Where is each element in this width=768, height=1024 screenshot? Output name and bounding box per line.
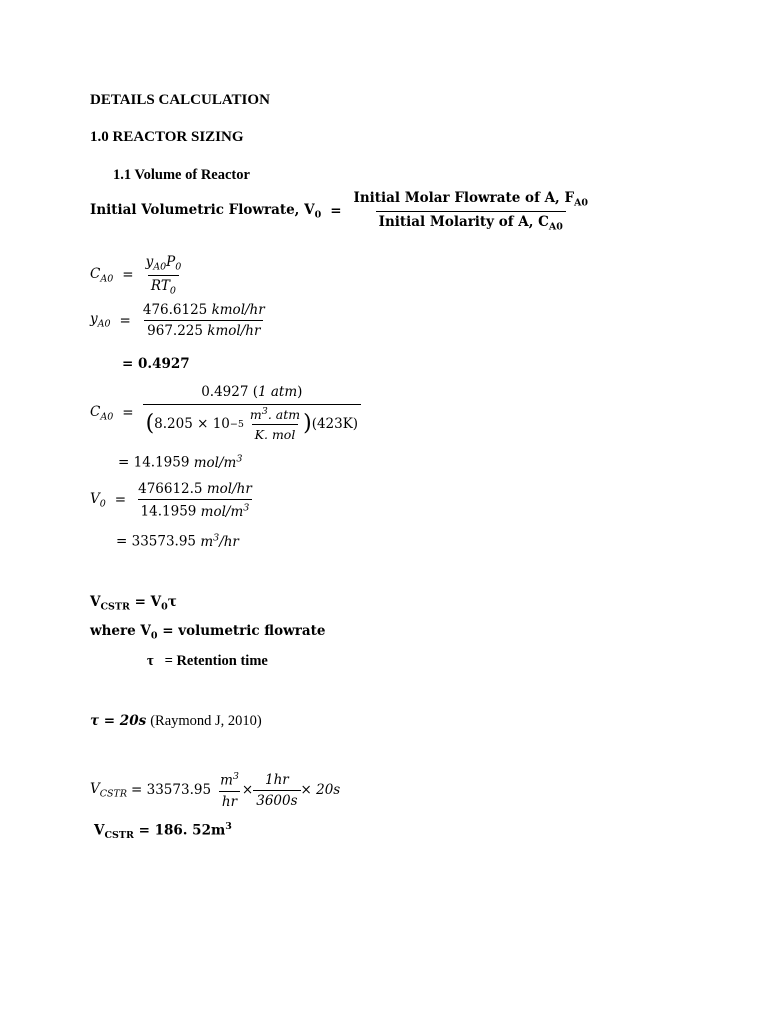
final-result: $V_{CSTR} = 186$. $52m^3$ <box>94 821 232 842</box>
equation-ya0: $y_{A0}$ = $\frac{\text{476.6125 kmol/hr}}{\text{967.225 kmol/hr}}$ <box>90 302 265 339</box>
equation-v0: $V_0$ = $\frac{\text{476612.5 mol/hr}}{14.1959 mol/m^3}$ <box>90 481 252 520</box>
equation-vcstr-numeric: $V_{CSTR}$ = 33573.95 $\frac{m^3}{hr}$ × $\frac{1hr}{3600s}$ × 20s <box>90 771 341 810</box>
document-heading: DETAILS CALCULATION <box>90 92 270 108</box>
ca0-result: = 14.1959 mol/$m^3$ <box>118 453 243 471</box>
where-clause: where $V_0$ = volumetric flowrate <box>90 623 326 642</box>
equation-ca0-numeric: $C_{A0}$ = 0.4927 (1 atm) ( 8.205 × 10 −5 $\frac{m^3. atm}{\text{K. mol}}$ ) (423K) <box>90 384 361 442</box>
v0-result: = 33573.95 $m^3/hr$ <box>116 532 239 550</box>
equation-volumetric-flowrate: Initial Volumetric Flowrate, $V_0$ = $\frac{Initial Molar Flowrate of A, F_{A0}}{Initial Molarity of A, C_{A0}}$ <box>90 190 589 233</box>
section-heading: 1.0 REACTOR SIZING <box>90 129 244 145</box>
tau-definition: τ = Retention time <box>147 653 268 669</box>
ya0-result: = 0.4927 <box>122 356 190 372</box>
subsection-heading: 1.1 Volume of Reactor <box>113 167 250 183</box>
tau-value: τ = 20s (Raymond J, 2010) <box>90 713 262 729</box>
equation-ca0-definition: $C_{A0}$ = $\frac{y_{A0}P_0}{RT_0}$ <box>90 254 182 297</box>
equation-vcstr-definition: $V_{CSTR} = V_0\tau$ <box>90 594 177 613</box>
